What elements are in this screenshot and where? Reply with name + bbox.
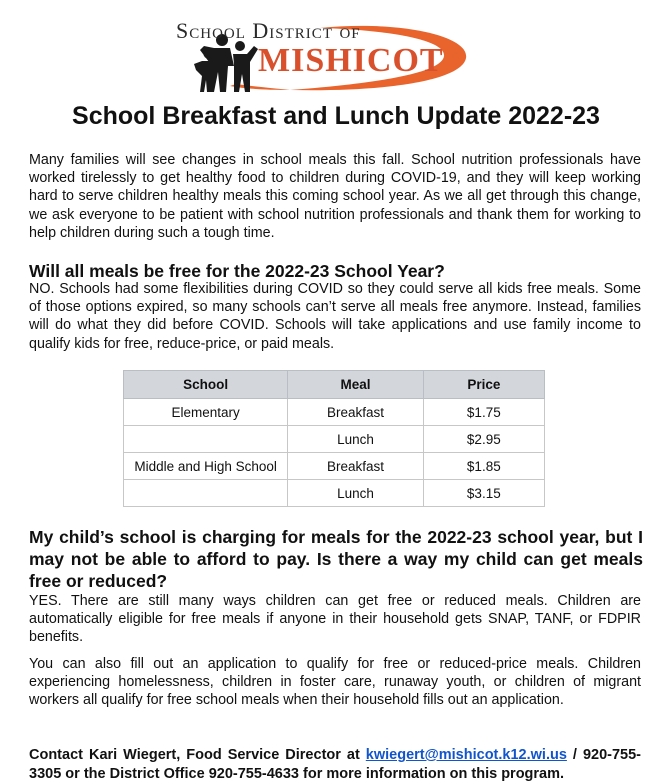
section-body-eligibility: YES. There are still many ways children can get free or reduced meals. Children are automatically eligible for free meals if anyone in their household gets SNAP, TANF, or FDPIR benefits. bbox=[29, 593, 641, 646]
cell-school bbox=[124, 426, 288, 453]
cell-price: $3.15 bbox=[423, 480, 544, 507]
district-logo bbox=[170, 6, 470, 96]
intro-paragraph: Many families will see changes in school meals this fall. School nutrition professionals have worked tirelessly to get healthy food to children during COVID-19, and they will keep working hard to serve children healthy meals this coming school year. As we all get through this change, we ask everyone to be patient with school nutrition professionals and thank them for working to help children during such a tough time. bbox=[29, 152, 641, 241]
cell-meal: Lunch bbox=[288, 480, 423, 507]
table-header-row bbox=[124, 371, 545, 399]
contact-info bbox=[29, 746, 641, 784]
cell-school: Elementary bbox=[124, 399, 288, 426]
section-body-application: You can also fill out an application to qualify for free or reduced-price meals. Children experiencing homelessness, children in foster care, runaway youth, or children of migrant workers all qualify for free school meals when their household fills out an application. bbox=[29, 656, 641, 709]
contact-prefix: Contact Kari Wiegert, Food Service Director at bbox=[29, 747, 366, 763]
cell-school bbox=[124, 480, 288, 507]
table-row bbox=[124, 480, 545, 507]
cell-meal: Lunch bbox=[288, 426, 423, 453]
cell-price: $2.95 bbox=[423, 426, 544, 453]
cell-meal: Breakfast bbox=[288, 453, 423, 480]
table-row bbox=[124, 399, 545, 426]
section-heading-reduced-meals: My child’s school is charging for meals for the 2022-23 school year, but I may not be able to afford to pay. Is there a way my child can get meals free or reduced? bbox=[29, 527, 643, 591]
meal-price-table bbox=[123, 370, 545, 507]
column-header-meal: Meal bbox=[288, 371, 423, 399]
cell-meal: Breakfast bbox=[288, 399, 423, 426]
column-header-school: School bbox=[124, 371, 288, 399]
table-row bbox=[124, 453, 545, 480]
cell-school: Middle and High School bbox=[124, 453, 288, 480]
page-title: School Breakfast and Lunch Update 2022-23 bbox=[72, 102, 600, 130]
cell-price: $1.75 bbox=[423, 399, 544, 426]
contact-suffix: / 920-755-3305 or the District Office 920-755-4633 for more information on this program. bbox=[29, 747, 641, 782]
cell-price: $1.85 bbox=[423, 453, 544, 480]
contact-email-link[interactable]: kwiegert@mishicot.k12.wi.us bbox=[365, 747, 567, 763]
section-heading-free-meals: Will all meals be free for the 2022-23 School Year? bbox=[29, 261, 445, 281]
logo-district-text: School District of bbox=[176, 18, 361, 43]
logo-district-name: MISHICOT bbox=[258, 42, 444, 79]
section-body-free-meals: NO. Schools had some flexibilities during COVID so they could serve all kids free meals. Some of those options expired, so many schools can’t serve all meals free anymore. Instead, families will do what they did before COVID. Schools will take applications and use family income to qualify kids for free, reduce-price, or paid meals. bbox=[29, 281, 641, 352]
column-header-price: Price bbox=[423, 371, 544, 399]
table-row bbox=[124, 426, 545, 453]
